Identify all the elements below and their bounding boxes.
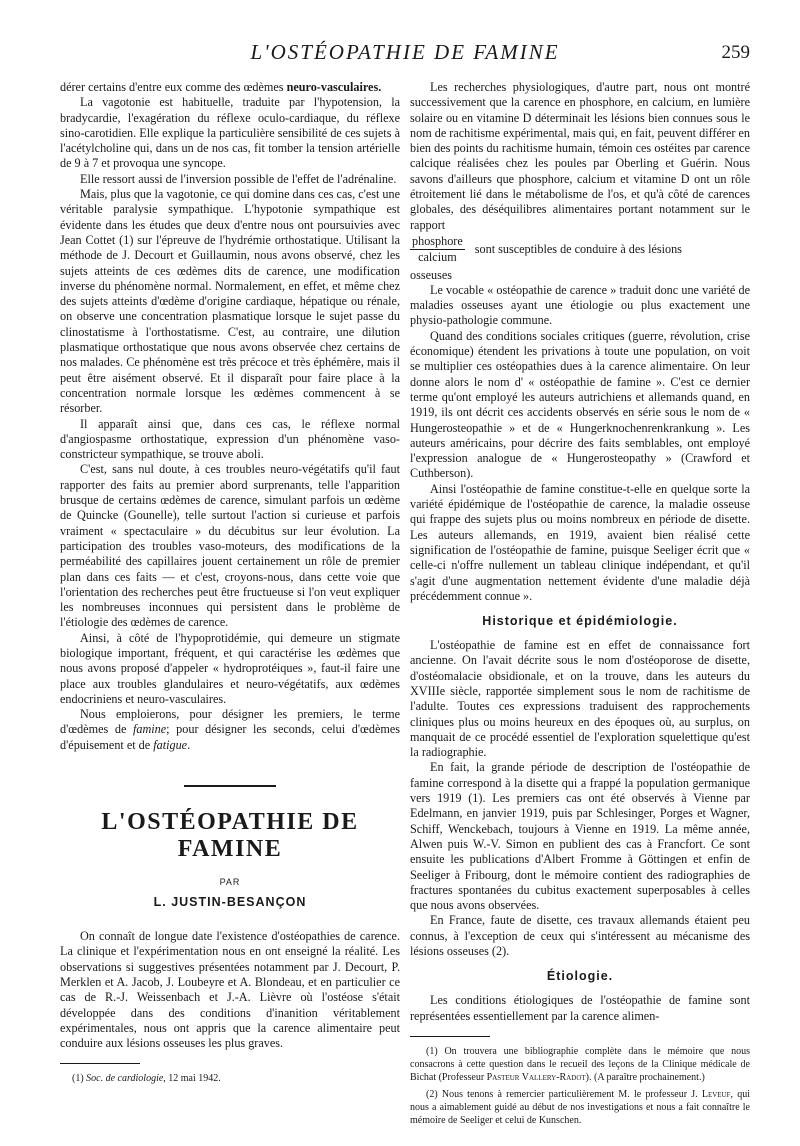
paragraph: Le vocable « ostéopathie de carence » traduit donc une variété de maladies osseuses ayant une étiologie ou plus exactement une physio-pathologie commune. — [410, 282, 750, 328]
paragraph: On connaît de longue date l'existence d'ostéopathies de carence. La clinique et l'expérimentation nous en ont enseigné la réalité. Les observations si suggestives présentées notamment par J. Decourt, P. Merklen et A. Jacob, J. Loubeyre et A. Blondeau, et en particulier ce cas de R.-J. Weissenbach et J.-A. Lièvre où l'ostéose s'était développée dans des conditions d'inanition véritablement expérimentales, nous ont appris que la carence alimentaire peut conduire aux lésions osseuses les plus graves. — [60, 929, 400, 1051]
footnote-rule — [410, 1036, 490, 1037]
paragraph: Ainsi, à côté de l'hypoprotidémie, qui demeure un stigmate biologique important, fréquent, et qui caractérise les œdèmes que nous avons proposé d'appeler « hydroprotéiques », faut-il faire une place aux troubles glandulaires et neuro-végétatifs, aux œdèmes endocriniens et neuro-vasculaires. — [60, 630, 400, 706]
ratio-fraction — [410, 234, 465, 266]
running-title: L'OSTÉOPATHIE DE FAMINE — [250, 40, 560, 64]
paragraph: Ainsi l'ostéopathie de famine constitue-t-elle en quelque sorte la variété épidémique de l'ostéopathie de carence, la maladie osseuse qui frappe des sujets plus ou moins nombreux en période de disette. Les auteurs allemands, en 1919, avaient bien réalisé cette signification de l'ostéopathie de famine, puisque Seeliger écrit que « celle-ci n'offre nullement un tableau clinique indépendant, et qu'il s'agit d'une augmentation nettement évidente d'une maladie déjà précédemment connue ». — [410, 481, 750, 603]
page-header — [60, 40, 750, 70]
paragraph: Mais, plus que la vagotonie, ce qui domine dans ces cas, c'est une véritable paralysie sympathique. L'hypotonie sympathique est évidente dans les études que deux d'entre nous ont poursuivies avec Jean Cottet (1) sur l'épreuve de l'hydrémie orthostatique. Utilisant la méthode de J. Decourt et Guillaumin, nous avons observé, chez les sujets atteints de ces œdèmes dits de carence, une modification inverse du phénomène normal. Normalement, en effet, et même chez des sujets atteints d'œdème d'origine cardiaque, hépatique ou rénale, on observe une concentration plasmatique lorsque le sujet passe du clinostatisme à l'orthostatisme. C'est, au contraire, une dilution plasmatique orthostatique que nous avons observée chez certains de nos malades. Ce phénomène est très précoce et très éphémère, mais il peut être aisément observé. Et il disparaît pour faire place à la concentration normale lorsque les œdèmes commencent à se résorber. — [60, 187, 400, 416]
page-number: 259 — [721, 42, 750, 63]
left-column — [60, 80, 400, 1089]
article-title: L'OSTÉOPATHIE DE FAMINE — [101, 809, 359, 863]
paragraph: dérer certains d'entre eux comme des œdèmes neuro-vasculaires. — [60, 80, 382, 94]
footnote: (2) Nous tenons à remercier particulièrement M. le professeur J. Leveuf, qui nous a aimablement guidé au début de nos investigations et nous a fait connaître le mémoire de Seeliger et celui de Kunschen. — [410, 1088, 750, 1126]
paragraph: En France, faute de disette, ces travaux allemands étaient peu connus, à l'exception de ceux qui s'intéressent au mécanisme des lésions osseuses (2). — [410, 913, 750, 959]
paragraph: L'ostéopathie de famine est en effet de connaissance fort ancienne. On l'avait décrite sous le nom d'ostéoporose de disette, d'ostéomalacie obsidionale, et on la trouve, dans les auteurs du XVIIIe siècle, rapportée simplement sous le nom de rachitisme de l'adulte. Toutes ces expressions traduisent des rapprochements cliniques plus ou moins heureux en des époques où, au surplus, on manquait de ce procédé essentiel de l'exploration squelettique qu'est la radiographie. — [410, 638, 750, 760]
fraction-line — [410, 234, 750, 266]
byline-author: L. JUSTIN-BESANÇON — [153, 895, 307, 910]
right-column — [410, 80, 750, 1131]
fraction-trailing-text: sont susceptibles de conduire à des lésions — [474, 242, 682, 257]
section-heading-historique: Historique et épidémiologie. — [482, 614, 678, 629]
paragraph: Quand des conditions sociales critiques (guerre, révolution, crise économique) étendent les privations à toute une population, on voit se multiplier ces ostéopathies dues à la carence alimentaire. On leur donne alors le nom d' « ostéopathie de famine ». C'est ce dernier terme qu'ont employé les auteurs autrichiens et allemands quand, en 1919, ils ont décrit ces accidents observés en série sous le nom de « Hungerosteopathie » et de « Hungerknochenrenkrankung ». Les auteurs américains, pour décrire des faits semblables, ont employé l'expression analogue de « Hungerosteopathy » (Crawford et Cuthberson). — [410, 328, 750, 481]
paragraph: Il apparaît ainsi que, dans ces cas, le réflexe normal d'angiospasme orthostatique, expression d'un phénomène vaso-constricteur sympathique, se trouve aboli. — [60, 416, 400, 462]
section-heading-etiologie: Étiologie. — [546, 969, 614, 984]
section-divider — [184, 785, 276, 787]
footnote: (1) Soc. de cardiologie, 12 mai 1942. — [72, 1073, 221, 1085]
footnote-rule — [60, 1063, 140, 1064]
paragraph: La vagotonie est habituelle, traduite par l'hypotension, la bradycardie, l'exagération du réflexe oculo-cardiaque, du réflexe sino-carotidien. Elle explique la particulière sensibilité de ces sujets à l'acétylcholine qui, dans un de nos cas, fit tomber la tension artérielle de 9 à 7 et provoqua une syncope. — [60, 95, 400, 171]
byline-par: PAR — [219, 877, 241, 888]
paragraph: C'est, sans nul doute, à ces troubles neuro-végétatifs qu'il faut rapporter des faits au premier abord surprenants, telle l'apparition brusque de certains œdèmes de carence, simulant parfois un œdème de Quincke (Gounelle), telle surtout l'action si curieuse et parfois vraiment « spectaculaire » du décubitus sur leur évolution. La participation des troubles vaso-moteurs, des modifications de la perméabilité des capillaires jouent certainement un rôle de premier plan dans ces faits — et c'est, croyons-nous, dans cette voie que l'orientation des recherches peut être fructueuse si l'on veut expliquer les nombreuses inconnues qui persistent dans le problème de l'étiologie des œdèmes de carence. — [60, 462, 400, 630]
paragraph: Les recherches physiologiques, d'autre part, nous ont montré successivement que la carence en phosphore, en calcium, en lumière solaire ou en vitamine D déterminait les lésions bien connues sous le nom de rachitisme expérimental, mais qui, en fait, peuvent différer en bien des points du rachitisme humain, témoin ces ostéites par carence calcique réalisées chez les poules par Oberling et Guérin. Nous savons d'ailleurs que phosphore, calcium et vitamine D ont un rôle étroitement lié dans le métabolisme de l'os, et qu'à côté de carences globales, des déséquilibres alimentaires portant notamment sur le rapport — [410, 80, 750, 232]
paragraph: Les conditions étiologiques de l'ostéopathie de famine sont représentées essentiellement par la carence alimen- — [410, 993, 750, 1023]
paragraph: osseuses — [410, 267, 452, 282]
fraction-denominator: calcium — [418, 250, 457, 265]
fraction-numerator: phosphore — [410, 234, 465, 250]
footnote: (1) On trouvera une bibliographie complète dans le mémoire que nous consacrons à cette question dans le recueil des leçons de la Clinique médicale de Bichat (Professeur Pasteur Vallery-Radot). (A paraître prochainement.) — [410, 1045, 750, 1083]
paragraph: En fait, la grande période de description de l'ostéopathie de famine correspond à la disette qui a frappé la population germanique vers 1919 (1). Les premiers cas ont été observés à Vienne par Edelmann, en janvier 1919, puis par Schlesinger, Porges et Wagner, Schiff, Wenckebach, toujours à Vienne en 1919. La même année, Alwen puis W.-V. Simon en publient des cas à Francfort. Ce sont ensuite les publications d'Albert Fromme à Göttingen et enfin de Seeliger à Fribourg, dont le mémoire contient des radiographies de fractures spontanées du cubitus exactement superposables à celles que nous avons observées. — [410, 760, 750, 913]
paragraph: Nous emploierons, pour désigner les premiers, le terme d'œdèmes de famine; pour désigner les seconds, celui d'œdèmes d'épuisement et de fatigue. — [60, 707, 400, 752]
paragraph: Elle ressort aussi de l'inversion possible de l'effet de l'adrénaline. — [80, 171, 397, 186]
